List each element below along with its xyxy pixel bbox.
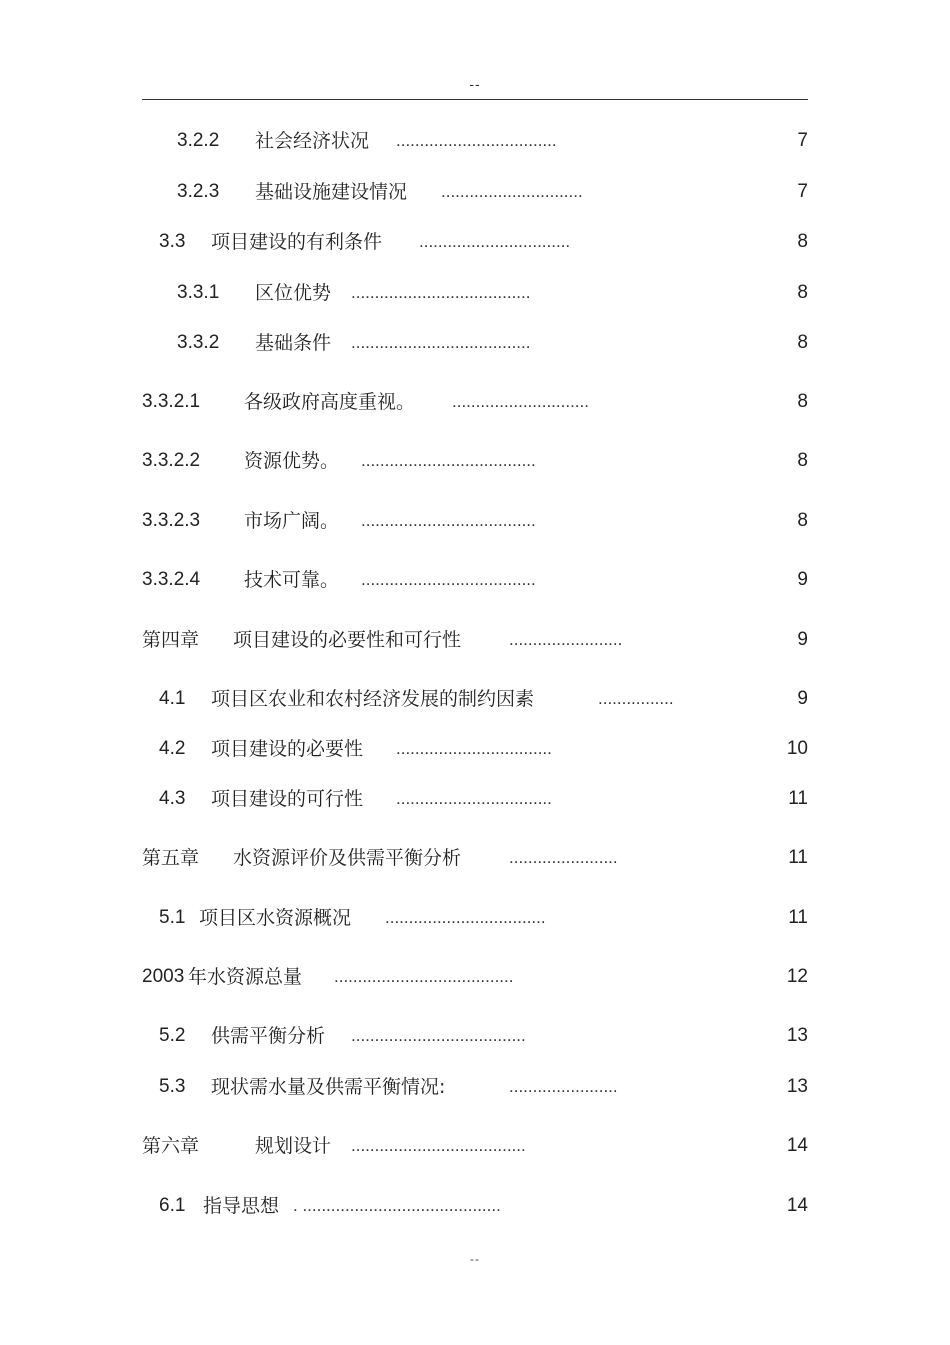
page-footer-mark: --	[470, 1252, 480, 1266]
toc-entry-page: 8	[797, 510, 808, 531]
toc-entry[interactable]	[142, 566, 808, 594]
toc-entry-leader: ..............................	[441, 182, 583, 201]
toc-entry-leader: ......................................	[351, 333, 531, 352]
toc-entry[interactable]	[142, 1073, 808, 1101]
toc-entry-title: 年水资源总量	[188, 966, 303, 988]
toc-entry-page: 13	[786, 1025, 808, 1046]
toc-entry-number: 3.3.2	[177, 332, 220, 353]
toc-entry-page: 10	[786, 738, 808, 759]
toc-entry[interactable]	[142, 1132, 808, 1160]
toc-entry-title: 项目区水资源概况	[199, 907, 352, 929]
toc-entry-title: 各级政府高度重视。	[244, 391, 416, 413]
toc-entry-number: 3.3.2.4	[142, 569, 201, 590]
toc-entry-number: 4.3	[159, 788, 186, 809]
toc-entry-title: 基础设施建设情况	[255, 181, 408, 203]
toc-entry-title: 水资源评价及供需平衡分析	[233, 847, 462, 869]
toc-entry-page: 7	[797, 130, 808, 151]
toc-entry[interactable]	[142, 1192, 808, 1220]
toc-entry-leader: .....................................	[351, 1026, 526, 1045]
toc-entry-page: 8	[797, 231, 808, 252]
toc-entry-number: 3.2.3	[177, 181, 220, 202]
toc-entry-title: 资源优势。	[244, 450, 340, 472]
toc-entry-number: 2003	[142, 966, 185, 987]
toc-entry-number: 3.3.2.2	[142, 450, 201, 471]
toc-entry-leader: . ..........................................	[293, 1196, 501, 1215]
toc-entry-leader: .....................................	[351, 1136, 526, 1155]
toc-entry-title: 基础条件	[255, 332, 332, 354]
toc-entry[interactable]	[142, 329, 808, 357]
toc-entry[interactable]	[142, 447, 808, 475]
toc-entry-number: 3.3	[159, 231, 186, 252]
toc-entry-page: 14	[786, 1135, 808, 1156]
toc-entry-title: 区位优势	[255, 282, 332, 304]
toc-entry-title: 项目建设的必要性	[211, 738, 364, 760]
toc-entry-number: 第六章	[142, 1135, 200, 1157]
toc-entry[interactable]	[142, 228, 808, 256]
toc-entry-leader: ......................................	[334, 967, 514, 986]
toc-entry-page: 11	[788, 788, 808, 809]
toc-entry-number: 4.1	[159, 688, 186, 709]
toc-entry-leader: ......................................	[351, 283, 531, 302]
toc-entry-page: 9	[797, 688, 808, 709]
toc-entry-leader: ................................	[419, 232, 571, 251]
toc-entry[interactable]	[142, 178, 808, 206]
toc-entry-title: 现状需水量及供需平衡情况:	[211, 1076, 446, 1098]
toc-entry[interactable]	[142, 735, 808, 763]
toc-entry-leader: .....................................	[361, 511, 536, 530]
toc-entry-number: 3.3.2.3	[142, 510, 201, 531]
toc-entry-number: 5.3	[159, 1076, 186, 1097]
toc-entry-title: 社会经济状况	[255, 130, 370, 152]
toc-entry-leader: .............................	[452, 392, 589, 411]
toc-entry-leader: ........................	[509, 630, 623, 649]
toc-entry-page: 11	[788, 847, 808, 868]
toc-entry-number: 第五章	[142, 847, 200, 869]
toc-entry-number: 5.1	[159, 907, 186, 928]
toc-entry-leader: ..................................	[385, 908, 546, 927]
toc-entry-page: 13	[786, 1076, 808, 1097]
toc-entry-leader: .......................	[509, 848, 618, 867]
toc-entry-title: 项目区农业和农村经济发展的制约因素	[211, 688, 535, 710]
toc-entry[interactable]	[142, 1022, 808, 1050]
toc-entry-title: 项目建设的有利条件	[211, 231, 383, 253]
toc-entry-page: 11	[788, 907, 808, 928]
toc-entry-leader: ................	[598, 689, 674, 708]
toc-entry-title: 供需平衡分析	[211, 1025, 326, 1047]
toc-entry[interactable]	[142, 127, 808, 155]
page-header-mark: --	[469, 76, 481, 92]
toc-entry-page: 12	[786, 966, 808, 987]
toc-entry-number: 4.2	[159, 738, 186, 759]
toc-entry-page: 8	[797, 282, 808, 303]
toc-entry-page: 9	[797, 569, 808, 590]
toc-entry-number: 6.1	[159, 1195, 186, 1216]
toc-entry-title: 项目建设的可行性	[211, 788, 364, 810]
toc-entry-page: 8	[797, 391, 808, 412]
toc-entry-leader: .....................................	[361, 570, 536, 589]
toc-entry-page: 8	[797, 332, 808, 353]
header-rule	[142, 99, 808, 100]
toc-entry-leader: .................................	[396, 789, 552, 808]
toc-entry-leader: .......................	[509, 1077, 618, 1096]
toc-entry-page: 8	[797, 450, 808, 471]
toc-entry-number: 3.3.2.1	[142, 391, 201, 412]
toc-entry-page: 14	[786, 1195, 808, 1216]
toc-entry-leader: .....................................	[361, 451, 536, 470]
toc-entry[interactable]	[142, 388, 808, 416]
toc-entry[interactable]	[142, 685, 808, 713]
toc-entry[interactable]	[142, 279, 808, 307]
toc-entry-title: 项目建设的必要性和可行性	[233, 629, 462, 651]
toc-entry[interactable]	[142, 844, 808, 872]
toc-entry-leader: ..................................	[396, 131, 557, 150]
toc-entry-page: 9	[797, 629, 808, 650]
toc-entry-title: 指导思想	[203, 1195, 280, 1217]
toc-entry-page: 7	[797, 181, 808, 202]
toc-entry-number: 3.2.2	[177, 130, 220, 151]
toc-entry-number: 5.2	[159, 1025, 186, 1046]
toc-entry-title: 市场广阔。	[244, 510, 340, 532]
toc-entry-title: 技术可靠。	[244, 569, 340, 591]
toc-entry-number: 3.3.1	[177, 282, 220, 303]
toc-entry[interactable]	[142, 963, 808, 991]
toc-entry[interactable]	[142, 785, 808, 813]
toc-entry-title: 规划设计	[255, 1135, 332, 1157]
toc-entry-number: 第四章	[142, 629, 200, 651]
toc-entry[interactable]	[142, 507, 808, 535]
toc-entry[interactable]	[142, 626, 808, 654]
toc-entry[interactable]	[142, 904, 808, 932]
toc-entry-leader: .................................	[396, 739, 552, 758]
